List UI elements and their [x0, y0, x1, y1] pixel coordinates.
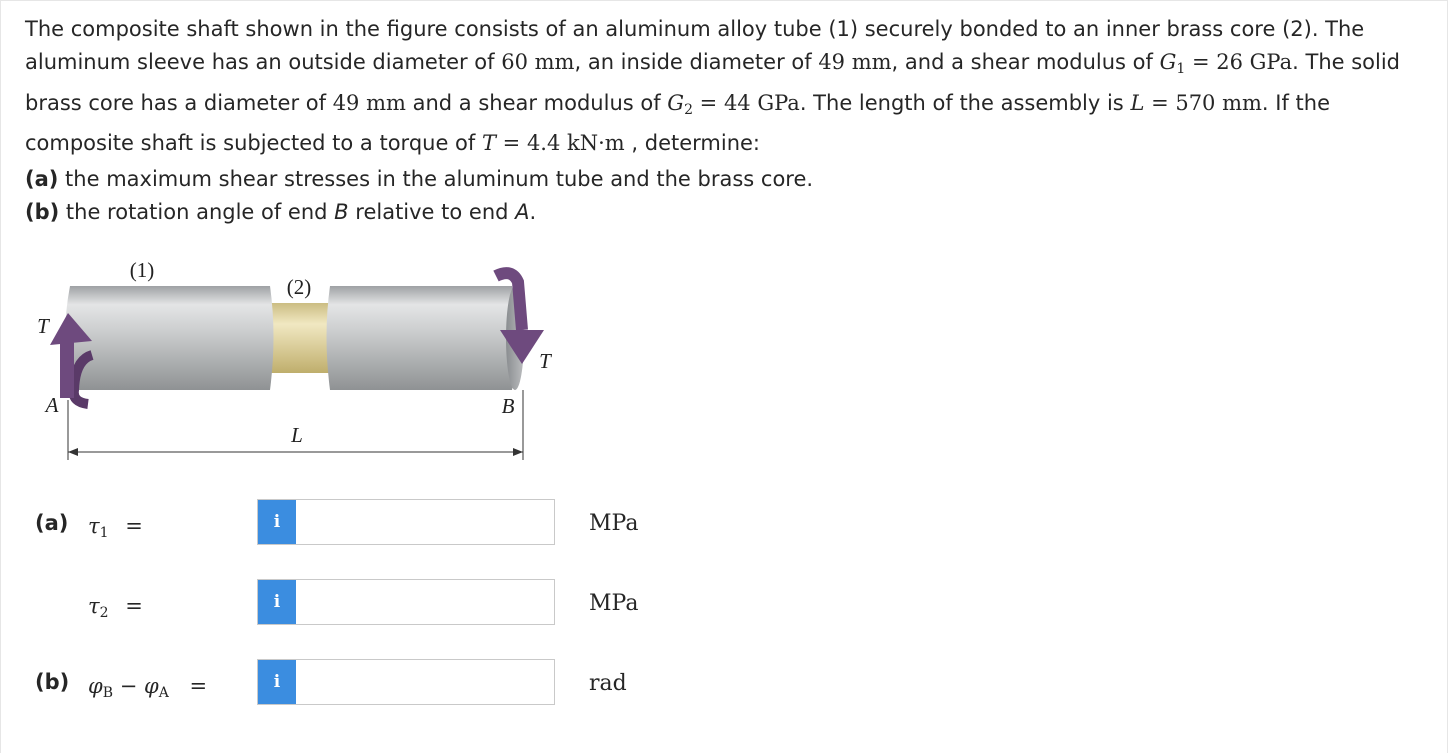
- g2-value: = 44 GPa: [693, 90, 800, 115]
- dimension-arrow-right: [513, 448, 523, 456]
- tau2-input[interactable]: [296, 580, 554, 624]
- answer-b-tag: (b): [35, 670, 70, 694]
- part-b-description: the rotation angle of end: [59, 200, 335, 224]
- tau2-unit: MPa: [589, 591, 639, 616]
- info-icon[interactable]: i: [258, 580, 296, 624]
- part-b-description: .: [529, 200, 537, 224]
- part-b-description: relative to end: [348, 200, 516, 224]
- outside-diameter-value: 60 mm: [501, 50, 575, 75]
- tau-symbol: τ: [88, 594, 100, 618]
- end-a-ref: A: [515, 200, 530, 224]
- tau1-subscript: 1: [99, 525, 109, 541]
- label-torque-left: T: [37, 314, 49, 338]
- torque-shaft-left: [60, 338, 74, 398]
- part-a-description: the maximum shear stresses in the aluminum tube and the brass core.: [58, 167, 814, 191]
- phi-difference-label: [88, 674, 207, 701]
- info-icon[interactable]: i: [258, 660, 296, 704]
- tau1-input[interactable]: [296, 500, 554, 544]
- aluminum-tube-left: [65, 286, 274, 390]
- problem-text: , an inside diameter of: [574, 50, 819, 75]
- end-b-ref: B: [334, 200, 349, 224]
- tau1-label: [88, 514, 143, 541]
- rotation-answer-box: [257, 659, 555, 705]
- equals-sign: =: [125, 594, 143, 618]
- part-a-tag: (a): [25, 167, 59, 191]
- rotation-input[interactable]: [296, 660, 554, 704]
- equals-sign: =: [125, 514, 143, 538]
- tau1-answer-box: [257, 499, 555, 545]
- tau2-subscript: 2: [99, 605, 109, 621]
- problem-text: . The length of the assembly is: [799, 90, 1131, 115]
- tau2-answer-box: [257, 579, 555, 625]
- problem-text: The composite shaft shown in the figure consists of an aluminum alloy tube (1) securely bonded to an inner brass core (2). The aluminum sleeve has an outside diameter of: [25, 17, 1365, 75]
- info-icon[interactable]: i: [258, 500, 296, 544]
- label-torque-right: T: [539, 349, 551, 373]
- phi-a-subscript: A: [158, 685, 169, 701]
- phi-b-subscript: B: [102, 685, 114, 701]
- core-diameter-value: 49 mm: [332, 90, 406, 115]
- phi-symbol: φ: [88, 674, 103, 698]
- minus-sign: −: [113, 674, 144, 698]
- equals-sign: =: [189, 674, 208, 698]
- g1-subscript: 1: [1176, 61, 1186, 78]
- label-end-b: B: [501, 394, 515, 418]
- label-core: (2): [286, 275, 312, 299]
- g1-value: = 26 GPa: [1185, 50, 1293, 75]
- label-length: L: [291, 423, 303, 447]
- problem-text: . If the composite shaft is subjected to a torque of: [25, 90, 1330, 156]
- g1-symbol: G: [1159, 50, 1177, 75]
- answer-a-tag: (a): [35, 511, 69, 535]
- problem-text: , determine:: [624, 131, 761, 156]
- length-symbol: L: [1130, 90, 1145, 115]
- problem-text: and a shear modulus of: [405, 90, 668, 115]
- torque-value: = 4.4 kN·m: [496, 131, 625, 156]
- label-end-a: A: [45, 393, 59, 417]
- problem-text: , and a shear modulus of: [891, 50, 1160, 75]
- tau2-label: [88, 594, 143, 621]
- aluminum-tube-right: [327, 286, 518, 390]
- composite-shaft-figure: [0, 0, 600, 470]
- tau-symbol: τ: [88, 514, 100, 538]
- g2-subscript: 2: [684, 101, 693, 118]
- label-tube: (1): [129, 258, 155, 282]
- length-value: = 570 mm: [1144, 90, 1262, 115]
- dimension-arrow-left: [68, 448, 78, 456]
- answer-a-label: [35, 511, 68, 535]
- phi-symbol: φ: [143, 674, 159, 698]
- rotation-unit: rad: [589, 671, 627, 696]
- tau1-unit: MPa: [589, 511, 639, 536]
- answer-b-label: [35, 670, 69, 694]
- g2-symbol: G: [667, 90, 685, 115]
- inside-diameter-value: 49 mm: [818, 50, 892, 75]
- problem-text: . The solid brass core has a diameter of: [25, 50, 1401, 115]
- torque-symbol: T: [481, 131, 496, 156]
- part-b-tag: (b): [25, 200, 60, 224]
